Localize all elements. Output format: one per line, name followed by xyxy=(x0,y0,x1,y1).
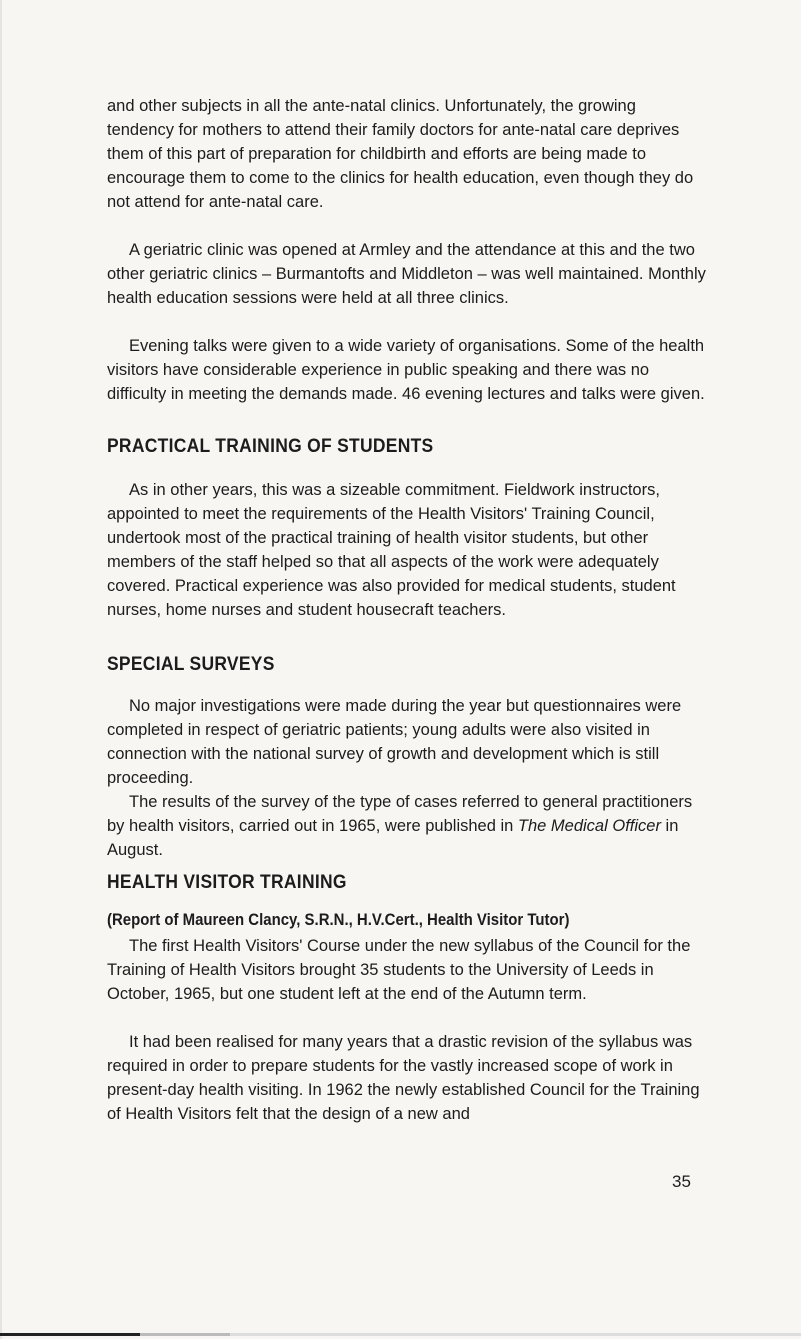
paragraph-practical-training: As in other years, this was a sizeable commitment. Fieldwork instructors, appointed to meet the requirements of the Health Visitors' Training Council, undertook most of the practical training of health visitor students, but other members of the staff helped so that all aspects of the work were adequately covered. Practical experience was also provided for medical students, student nurses, home nurses and student housecraft teachers. xyxy=(107,481,676,619)
report-attribution: (Report of Maureen Clancy, S.R.N., H.V.Cert., Health Visitor Tutor) xyxy=(107,910,570,929)
survey-results-text: The results of the survey of the type of cases referred to general practitioners by health visitors, carried out in 1965, were published in xyxy=(107,793,693,835)
heading-practical-training: PRACTICAL TRAINING OF STUDENTS xyxy=(107,436,434,457)
survey-results-tail: in August. xyxy=(107,817,679,859)
heading-special-surveys: SPECIAL SURVEYS xyxy=(107,654,275,675)
paragraph-geriatric-clinic: A geriatric clinic was opened at Armley and the attendance at this and the two other geriatric clinics – Burmantofts and Middleton – was well maintained. Monthly health education sessions were held at all three clinics. xyxy=(107,241,706,307)
paragraph-first-course: The first Health Visitors' Course under the new syllabus of the Council for the Training of Health Visitors brought 35 students to the University of Leeds in October, 1965, but one student left at the end of the Autumn term. xyxy=(107,937,691,1003)
paragraph-antenatal: and other subjects in all the ante-natal clinics. Unfortunately, the growing tendency for mothers to attend their family doctors for ante-natal care deprives them of this part of preparation for childbirth and efforts are being made to encourage them to come to the clinics for health education, even though they do not attend for ante-natal care. xyxy=(107,97,694,211)
paragraph-evening-talks: Evening talks were given to a wide variety of organisations. Some of the health visitors have considerable experience in public speaking and there was no difficulty in meeting the demands made. 46 evening lectures and talks were given. xyxy=(107,337,705,403)
heading-health-visitor-training: HEALTH VISITOR TRAINING xyxy=(107,872,347,893)
page-edge xyxy=(0,0,2,1339)
paragraph-special-surveys: No major investigations were made during the year but questionnaires were completed in respect of geriatric patients; young adults were also visited in connection with the national survey of growth and development which is still proceeding. xyxy=(107,697,682,787)
bottom-edge-rule xyxy=(0,1333,801,1336)
page-number: 35 xyxy=(672,1172,691,1191)
publication-title: The Medical Officer xyxy=(517,817,661,835)
paragraph-syllabus-revision: It had been realised for many years that a drastic revision of the syllabus was required in order to prepare students for the vastly increased scope of work in present-day health visiting. In 1962 the newly established Council for the Training of Health Visitors felt that the design of a new and xyxy=(107,1033,700,1123)
paragraph-survey-results xyxy=(107,790,707,862)
